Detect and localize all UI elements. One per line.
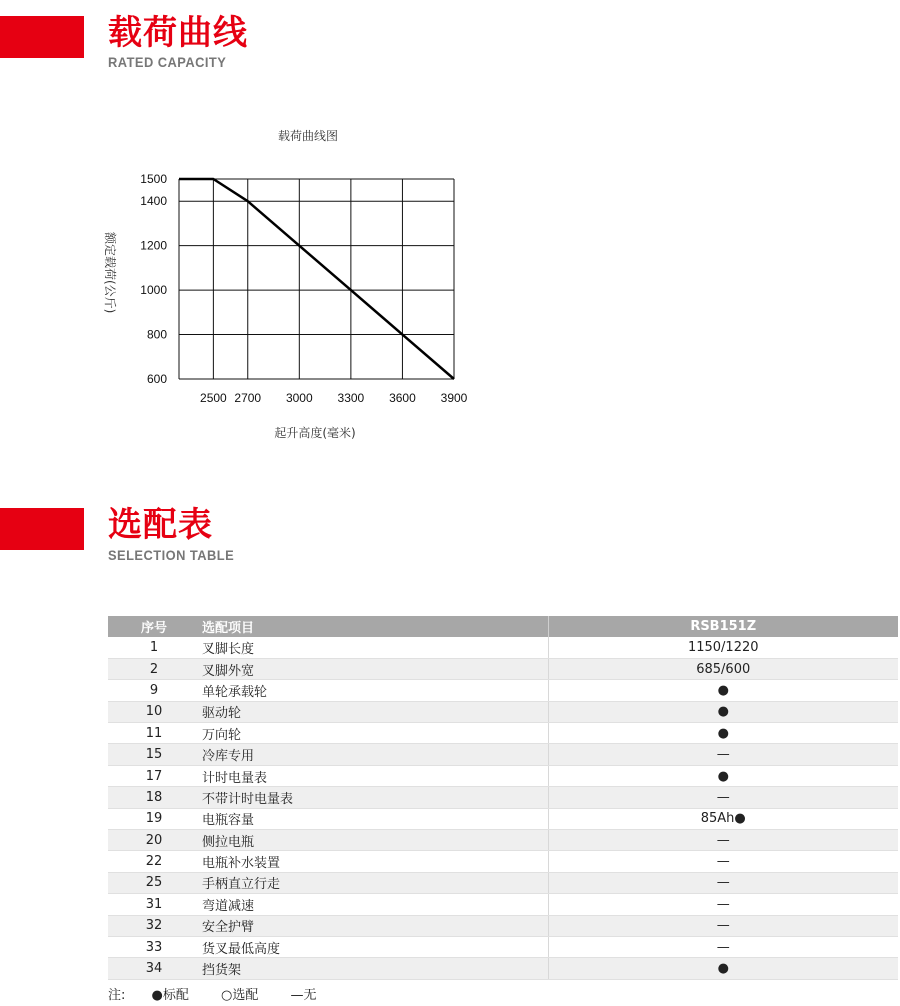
x-tick-label: 3900 [440,391,468,405]
row-item: 叉脚长度 [200,637,548,658]
y-tick-label: 600 [146,372,167,386]
row-value: — [548,851,898,872]
x-tick-label: 2500 [200,391,227,405]
row-no: 25 [108,872,200,893]
row-no: 18 [108,787,200,808]
row-no: 2 [108,658,200,679]
row-value: — [548,744,898,765]
header-no: 序号 [108,616,200,637]
x-tick-label: 2700 [234,391,262,405]
row-value: ● [548,958,898,979]
table-row [108,637,898,658]
header-item: 选配项目 [200,616,548,637]
x-tick-label: 3600 [389,391,416,405]
row-item: 叉脚外宽 [200,658,548,679]
table-row [108,851,898,872]
section-subtitle-selection-table: SELECTION TABLE [108,547,235,563]
row-item: 安全护臂 [200,915,548,936]
table-row [108,808,898,829]
row-item: 货叉最低高度 [200,936,548,957]
row-value: ● [548,765,898,786]
row-item: 电瓶容量 [200,808,548,829]
y-tick-label: 1200 [140,238,167,253]
row-no: 19 [108,808,200,829]
row-no: 33 [108,936,200,957]
x-axis-ticks [200,391,468,405]
section-title-selection-table: 选配表 [108,505,213,545]
table-row [108,787,898,808]
row-item: 挡货架 [200,958,548,979]
row-value: ● [548,680,898,701]
row-no: 15 [108,744,200,765]
row-value: — [548,936,898,957]
table-row [108,872,898,893]
table-row [108,936,898,957]
x-tick-label: 3300 [337,391,365,405]
note-label: 注: [108,988,126,1003]
chart-title: 载荷曲线图 [277,129,339,143]
row-item: 万向轮 [200,723,548,744]
row-no: 22 [108,851,200,872]
load-curve-line [179,179,454,379]
table-row [108,958,898,979]
row-item: 单轮承载轮 [200,680,548,701]
note-optional: ○选配 [221,988,259,1003]
row-item: 弯道减速 [200,894,548,915]
section-subtitle-rated-capacity: RATED CAPACITY [108,54,227,70]
row-item: 冷库专用 [200,744,548,765]
row-no: 20 [108,830,200,851]
row-no: 17 [108,765,200,786]
table-row [108,915,898,936]
y-tick-label: 800 [146,327,167,342]
legend-note [108,984,345,1003]
row-value: — [548,830,898,851]
y-tick-label: 1400 [140,194,167,209]
table-header-row [108,616,898,637]
row-value: — [548,787,898,808]
note-none: —无 [290,988,317,1003]
row-value: ● [548,723,898,744]
row-no: 34 [108,958,200,979]
table-row [108,894,898,915]
y-tick-label: 1000 [140,283,167,298]
selection-table [108,616,898,980]
x-tick-label: 3000 [285,391,313,405]
row-item: 电瓶补水装置 [200,851,548,872]
row-value: — [548,872,898,893]
table-row [108,723,898,744]
row-item: 手柄直立行走 [200,872,548,893]
table-body [108,637,898,979]
note-standard: ●标配 [151,988,189,1003]
row-value: 1150/1220 [548,637,898,658]
table-row [108,830,898,851]
row-no: 9 [108,680,200,701]
row-value: 685/600 [548,658,898,679]
row-item: 计时电量表 [200,765,548,786]
row-item: 不带计时电量表 [200,787,548,808]
row-value: ● [548,701,898,722]
table-row [108,658,898,679]
section-marker-bar [0,508,84,550]
header-model: RSB151Z [548,616,898,637]
row-no: 1 [108,637,200,658]
row-no: 32 [108,915,200,936]
row-value: — [548,915,898,936]
row-item: 驱动轮 [200,701,548,722]
table-row [108,701,898,722]
section-marker-bar [0,16,84,58]
table-row [108,680,898,701]
y-axis-label [103,232,118,313]
y-axis-ticks [140,172,167,386]
y-tick-label: 1500 [140,172,167,186]
row-no: 10 [108,701,200,722]
chart-grid [179,179,454,401]
y-axis-label-text: 额定载荷(公斤) [103,232,117,314]
load-curve-chart [100,120,500,450]
section-title-rated-capacity: 载荷曲线 [108,13,248,53]
row-no: 31 [108,894,200,915]
row-value: 85Ah● [548,808,898,829]
row-value: — [548,894,898,915]
row-no: 11 [108,723,200,744]
row-item: 侧拉电瓶 [200,830,548,851]
table-row [108,744,898,765]
table-row [108,765,898,786]
x-axis-label: 起升高度(毫米) [274,426,356,440]
